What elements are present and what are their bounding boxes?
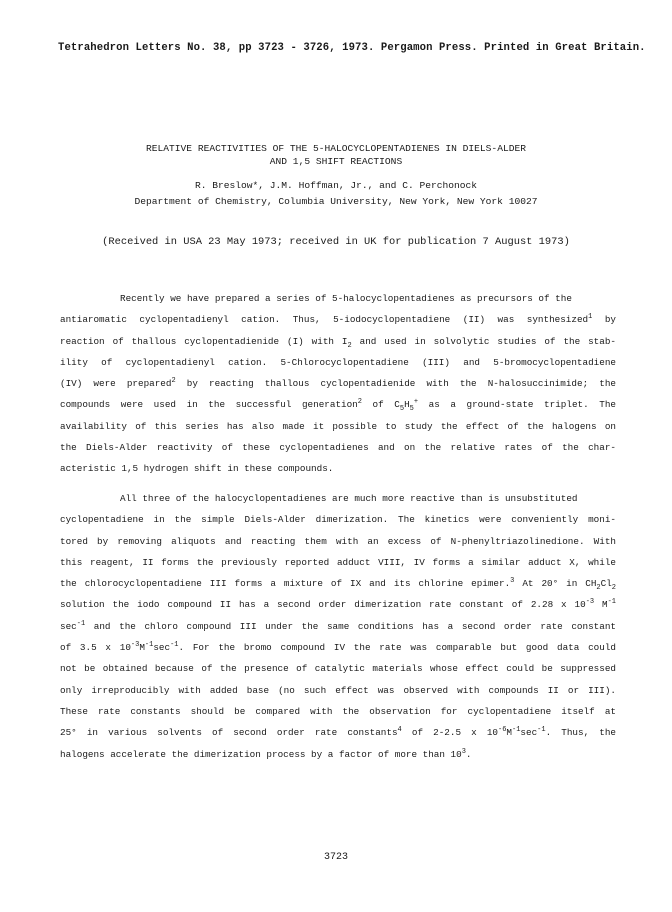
reference-mark: 4 [397,726,402,735]
paragraph-2 [60,488,616,765]
article-title-line-2: AND 1,5 SHIFT REACTIONS [269,156,403,167]
text-line: this reagent, II forms the previously reported adduct VIII, IV forms a similar adduct X, while [60,556,616,568]
reference-mark: 2 [171,377,176,386]
reference-mark: 2 [357,398,362,407]
text-line: (IV) were prepared$^2$ by reacting thallous cyclopentadienide with the N-halosuccinimide; the [60,377,616,390]
page-number: 3723 [323,852,348,863]
text-line: 25° in various solvents of second order rate constants$^4$ of 2-2.5 x $10^{-6}M^{-1}\sec^{-1}$. Thus, the [60,726,616,739]
reference-mark: 3 [510,577,515,586]
text-line: tored by removing aliquots and reacting them with an excess of N-phenyltriazolinedione. With [60,535,616,547]
text-line: Recently we have prepared a series of 5-halocyclopentadienes as precursors of the [120,293,572,304]
text-line: cyclopentadiene in the simple Diels-Alder dimerization. The kinetics were conveniently moni- [60,514,616,526]
text-line: $\sec^{-1}$ and the chloro compound III under the same conditions has a second order rate constant [60,619,616,632]
article-authors: R. Breslow*, J.M. Hoffman, Jr., and C. Perchonock [194,180,478,191]
text-line: only irreproducibly with added base (no such effect was observed with compounds II or III). [60,684,616,696]
received-dates: (Received in USA 23 May 1973; received in UK for publication 7 August 1973) [102,236,570,248]
text-line: compounds were used in the successful generation$^2$ of $C_5H_5^+$ as a ground-state triplet. The [60,398,616,414]
reference-mark: 1 [588,313,593,322]
text-line: All three of the halocyclopentadienes are much more reactive than is unsubstituted [120,493,578,504]
text-line: the chlorocyclopentadiene III forms a mixture of IX and its chlorine epimer.$^3$ At 20° in $CH_2Cl_2$ [60,577,616,593]
text-line: availability of this series has also made it possible to study the effect of the halogens on [60,420,616,432]
text-line: halogens accelerate the dimerization process by a factor of more than $10^3$. [60,747,472,760]
paragraph-1 [60,288,616,480]
text-line: antiaromatic cyclopentadienyl cation. Thus, 5-iodocyclopentadiene (II) was synthesized$^1$ by [60,313,616,326]
text-line: acteristic 1,5 hydrogen shift in these compounds. [60,463,334,475]
article-affiliation: Department of Chemistry, Columbia University, New York, New York 10027 [134,196,538,207]
text-line: These rate constants should be compared with the observation for cyclopentadiene itself at [60,705,616,717]
text-line: reaction of thallous cyclopentadienide (I) with $I_2$ and used in solvolytic studies of the stab- [60,335,617,350]
journal-citation-line: Tetrahedron Letters No. 38, pp 3723 - 3726, 1973. Pergamon Press. Printed in Great Britain. [58,42,646,54]
text-line: of 3.5 x $10^{-3}M^{-1}\sec^{-1}$. For the bromo compound IV the rate was comparable but good data could [60,640,616,654]
text-line: the Diels-Alder reactivity of these cyclopentadienes and on the relative rates of the char- [60,442,616,454]
text-line: ility of cyclopentadienyl cation. 5-Chlorocyclopentadiene (III) and 5-bromocyclopentadiene [60,356,616,368]
text-line: not be obtained because of the presence of catalytic materials whose effect could be suppressed [60,663,616,675]
text-line: solution the iodo compound II has a second order dimerization rate constant of 2.28 x $10^{-3}$ $M^{-1}$ [60,598,616,611]
article-title-line-1: RELATIVE REACTIVITIES OF THE 5-HALOCYCLOPENTADIENES IN DIELS-ALDER [146,143,526,154]
